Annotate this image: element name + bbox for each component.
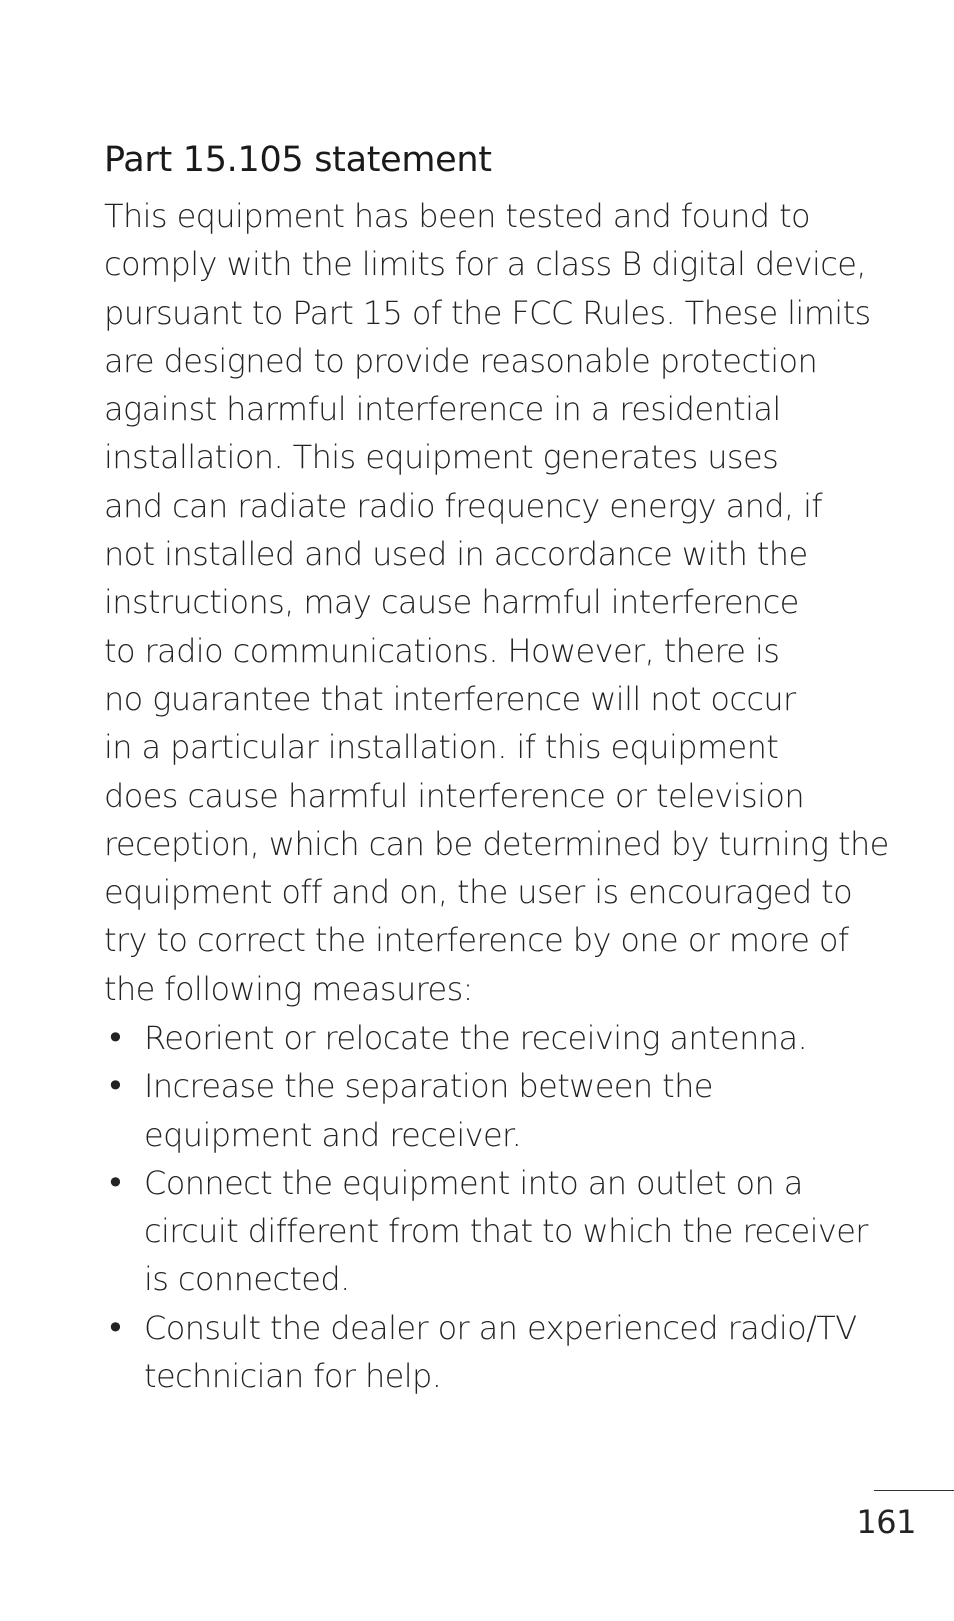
bullet-icon: • (106, 1163, 125, 1202)
section-heading: Part 15.105 statement (104, 140, 492, 180)
footer-divider (874, 1490, 954, 1491)
list-item-line: Connect the equipment into an outlet on a (144, 1163, 803, 1202)
paragraph-line: reception, which can be determined by turning the (104, 824, 889, 863)
list-item (104, 1159, 924, 1304)
bullet-icon: • (106, 1308, 125, 1347)
list-item-line: circuit different from that to which the receiver (144, 1212, 868, 1251)
bullet-icon: • (106, 1019, 125, 1057)
page-number: 161 (856, 1503, 916, 1541)
paragraph-line: the following measures: (104, 969, 473, 1008)
bullet-icon: • (106, 1067, 125, 1106)
list-item-line: is connected. (144, 1260, 350, 1299)
paragraph-line: and can radiate radio frequency energy and, if (104, 486, 823, 525)
paragraph-line: installation. This equipment generates uses (104, 438, 779, 477)
list-item (104, 1062, 924, 1159)
paragraph-line: pursuant to Part 15 of the FCC Rules. These limits (104, 293, 871, 332)
paragraph-line: to radio communications. However, there is (104, 631, 780, 670)
list-item (104, 1014, 924, 1062)
list-item-line: technician for help. (144, 1357, 442, 1396)
paragraph-line: in a particular installation. if this equipment (104, 728, 779, 767)
list-item-line: equipment and receiver. (144, 1115, 522, 1154)
paragraph-line: not installed and used in accordance with the (104, 535, 808, 574)
paragraph-line: try to correct the interference by one or more of (104, 921, 849, 960)
paragraph-line: against harmful interference in a residential (104, 390, 781, 429)
paragraph-line: no guarantee that interference will not occur (104, 679, 796, 718)
paragraph-line: This equipment has been tested and found to (104, 197, 810, 235)
paragraph-line: does cause harmful interference or television (104, 776, 805, 815)
measures-list (104, 1014, 924, 1400)
list-item-line: Reorient or relocate the receiving antenna. (144, 1019, 808, 1057)
statement-paragraph (104, 192, 904, 1013)
paragraph-line: are designed to provide reasonable protection (104, 341, 818, 380)
list-item-line: Consult the dealer or an experienced radio/TV (144, 1308, 857, 1347)
list-item-line: Increase the separation between the (144, 1067, 713, 1106)
paragraph-line: equipment off and on, the user is encouraged to (104, 873, 853, 912)
paragraph-line: comply with the limits for a class B digital device, (104, 245, 866, 284)
list-item (104, 1304, 924, 1401)
paragraph-line: instructions, may cause harmful interference (104, 583, 799, 622)
